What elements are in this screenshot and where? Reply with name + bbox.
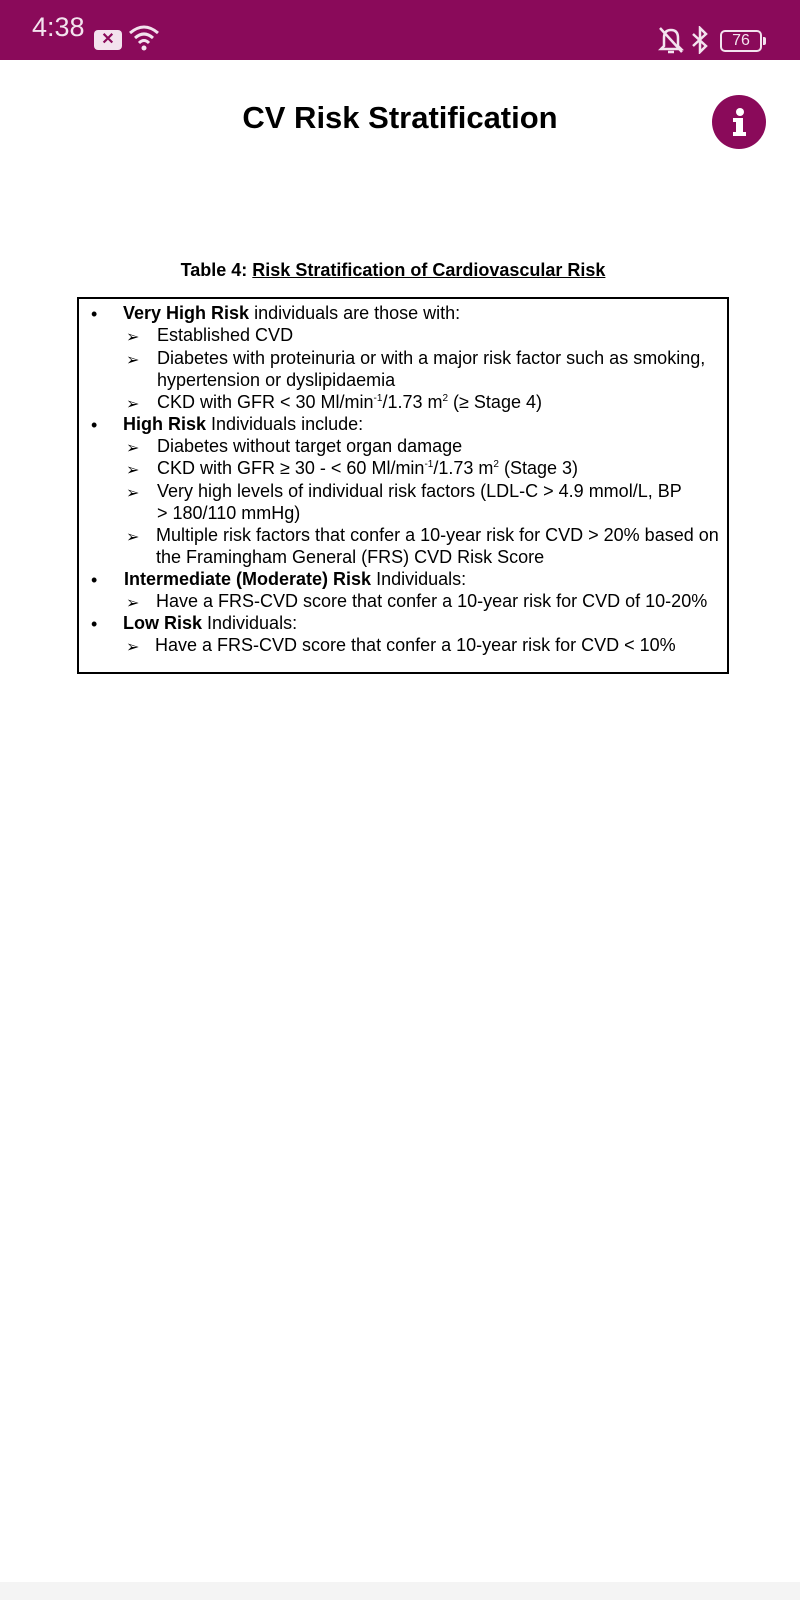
list-item: Established CVD bbox=[157, 325, 294, 345]
list-item-continuation: the Framingham General (FRS) CVD Risk Score bbox=[156, 547, 545, 567]
list-item: Have a FRS-CVD score that confer a 10-year risk for CVD of 10-20% bbox=[156, 591, 708, 611]
arrow-bullet-icon: ➢ bbox=[126, 329, 140, 346]
table-caption-label: Table 4: bbox=[180, 260, 248, 280]
section-heading: High Risk bbox=[123, 414, 207, 434]
table-caption bbox=[0, 260, 786, 281]
section-heading-rest: Individuals: bbox=[202, 613, 298, 633]
arrow-bullet-icon: ➢ bbox=[126, 485, 140, 502]
section-high-risk bbox=[123, 414, 363, 435]
arrow-bullet-icon: ➢ bbox=[126, 529, 140, 546]
list-item: CKD with GFR ≥ 30 - < 60 $Ml/\min^{-1}/1.73$ $m^2$ (Stage 3) bbox=[157, 458, 578, 478]
list-item: CKD with GFR < 30 $Ml/\min^{-1}/1.73$ $m^2$ (≥ Stage 4) bbox=[157, 392, 542, 412]
list-item: Multiple risk factors that confer a 10-year risk for CVD > 20% based on bbox=[156, 525, 719, 545]
status-bar bbox=[0, 0, 800, 60]
section-heading-rest: Individuals include: bbox=[206, 414, 364, 434]
risk-table-box bbox=[77, 297, 729, 674]
list-item: Diabetes without target organ damage bbox=[157, 436, 463, 456]
table-caption-title: Risk Stratification of Cardiovascular Risk bbox=[252, 260, 606, 280]
arrow-bullet-icon: ➢ bbox=[126, 352, 140, 369]
section-heading: Very High Risk bbox=[123, 303, 250, 323]
bell-off-icon bbox=[658, 26, 684, 54]
arrow-bullet-icon: ➢ bbox=[126, 639, 140, 656]
list-item-continuation: > 180/110 mmHg) bbox=[157, 503, 301, 523]
status-time: 4:38 bbox=[32, 12, 85, 42]
bullet: • bbox=[91, 614, 98, 634]
info-button[interactable] bbox=[712, 95, 766, 149]
section-heading: Intermediate (Moderate) Risk bbox=[124, 569, 372, 589]
list-item: Diabetes with proteinuria or with a major risk factor such as smoking, bbox=[157, 348, 706, 368]
list-item-continuation: hypertension or dyslipidaemia bbox=[157, 370, 396, 390]
section-heading: Low Risk bbox=[123, 613, 203, 633]
arrow-bullet-icon: ➢ bbox=[126, 440, 140, 457]
bluetooth-icon bbox=[690, 26, 710, 54]
list-item: Have a FRS-CVD score that confer a 10-year risk for CVD < 10% bbox=[155, 635, 676, 655]
bullet: • bbox=[91, 415, 98, 435]
arrow-bullet-icon: ➢ bbox=[126, 462, 140, 479]
bullet: • bbox=[91, 570, 98, 590]
navigation-bar bbox=[0, 1582, 800, 1600]
arrow-bullet-icon: ➢ bbox=[126, 595, 140, 612]
arrow-bullet-icon: ➢ bbox=[126, 396, 140, 413]
battery-icon: 76 bbox=[720, 30, 762, 52]
wifi-icon bbox=[128, 22, 160, 52]
bullet: • bbox=[91, 304, 98, 324]
info-icon bbox=[712, 95, 766, 149]
page-title: CV Risk Stratification bbox=[242, 100, 558, 135]
notification-x-icon: ✕ bbox=[94, 30, 122, 50]
section-intermediate-risk bbox=[124, 569, 466, 590]
section-heading-rest: individuals are those with: bbox=[249, 303, 461, 323]
section-very-high-risk bbox=[123, 303, 460, 324]
section-heading-rest: Individuals: bbox=[371, 569, 467, 589]
section-low-risk bbox=[123, 613, 297, 634]
list-item: Very high levels of individual risk factors (LDL-C > 4.9 mmol/L, BP bbox=[157, 481, 682, 501]
